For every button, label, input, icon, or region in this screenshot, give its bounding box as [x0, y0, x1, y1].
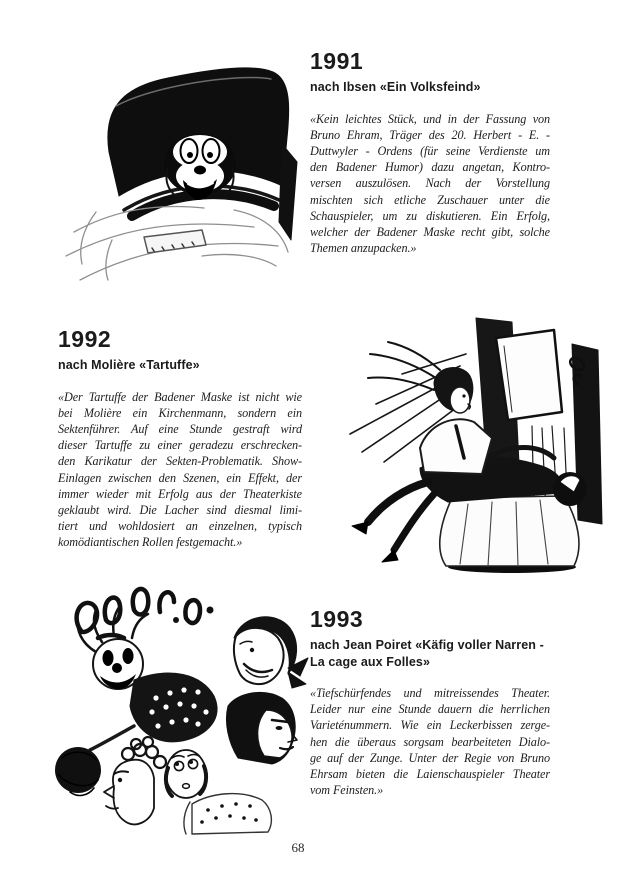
- quote-line: Leider nur eine Stunde dauern die herrlichen: [310, 702, 550, 717]
- quote-line: Sektenführer. Auf eine Stunde gestraft wird: [58, 421, 302, 436]
- subtitle-line: nach Ibsen «Ein Volksfeind»: [310, 80, 481, 94]
- quote-line: tiert und wohldosiert an einzelnen, typisch: [58, 519, 302, 534]
- quote-line: den Karikatur der Sekten-Problematik. Show-: [58, 454, 302, 469]
- play-subtitle-1993: [310, 637, 550, 670]
- quote-line: komödiantischen Rollen festgemacht.»: [58, 535, 243, 550]
- bald-man-face: [166, 750, 206, 798]
- mouse-in-suitcase-drawing: [52, 40, 302, 288]
- play-subtitle-1991: [310, 79, 550, 96]
- section-1992: [58, 326, 302, 551]
- quote-line: vom Feinsten.»: [310, 783, 384, 798]
- quote-line: versen auszulösen. Nach der Vorstellung: [310, 176, 550, 191]
- subtitle-line: nach Molière «Tartuffe»: [58, 358, 200, 372]
- quote-line: Duttwyler - Ordens (für seine Verdienste um: [310, 143, 550, 158]
- caricature-faces-drawing: [40, 576, 316, 842]
- subtitle-line: nach Jean Poiret «Käfig voller Narren -: [310, 638, 544, 652]
- subtitle-line: La cage aux Folles»: [310, 654, 431, 669]
- quote-line: mischten sich etliche Zuschauer unter die: [310, 192, 550, 207]
- page-number: 68: [291, 840, 305, 855]
- year-heading-1992: 1992: [58, 326, 112, 352]
- curly-man-profile: [104, 737, 166, 824]
- quote-line: Varieténummern. Wie ein Leckerbissen zerge-: [310, 718, 550, 733]
- illustration-1993-caricature-faces: [40, 576, 316, 842]
- dotted-jacket: [184, 794, 271, 834]
- quote-line: «Tiefschürfendes und mitreissendes Theater.: [310, 686, 550, 700]
- quote-line: den Badener Humor) dazu angetan, Kontro-: [310, 160, 550, 175]
- quote-line: «Kein leichtes Stück, und in der Fassung von: [310, 111, 550, 126]
- quote-line: welcher der Badener Maske recht gibt, solche: [310, 224, 550, 239]
- stern-woman-face: [226, 692, 297, 764]
- review-quote-1992: [58, 389, 302, 551]
- quote-line: dieser Tartuffe zu einer geradezu erschrecken-: [58, 438, 302, 453]
- quote-line: immer wieder mit Erfolg aus der Theaterkiste: [58, 486, 302, 501]
- old-woman-face: [234, 617, 308, 688]
- quote-line: Schauspieler, um zu diskutieren. Ein Erfolg,: [310, 208, 550, 223]
- quote-line: Ehrsam bieten die Laienschauspieler Theater: [310, 767, 550, 782]
- year-heading-1993: 1993: [310, 606, 364, 632]
- review-quote-1993: [310, 685, 550, 798]
- review-quote-1991: [310, 111, 550, 257]
- play-subtitle-1992: [58, 357, 302, 374]
- quote-line: geklaubt wird. Die Lacher sind diesmal limi-: [58, 502, 302, 517]
- couple-over-table-drawing: [336, 316, 626, 574]
- man-figure: [368, 342, 492, 474]
- quote-line: bei Molière ein Kirchenmann, sondern ein: [58, 405, 302, 420]
- illustration-1991-mouse-in-suitcase: [52, 40, 302, 288]
- quote-line: Bruno Ehram, Träger des 20. Herbert - E. -: [310, 127, 550, 142]
- section-1993: [310, 606, 550, 798]
- section-1991: [310, 48, 550, 256]
- illustration-1992-couple-over-table: [336, 316, 626, 574]
- quote-line: Einlagen zwischen den Szenen, ein Effekt, der: [58, 470, 302, 485]
- quote-line: ge auf der Zunge. Unter der Regie von Bruno: [310, 750, 550, 765]
- year-heading-1991: 1991: [310, 48, 364, 74]
- quote-line: Themen anzupacken.»: [310, 241, 417, 256]
- quote-line: «Der Tartuffe der Badener Maske ist nicht wie: [58, 389, 302, 404]
- quote-line: hen die überaus sorgsam bearbeiteten Dialo-: [310, 734, 550, 749]
